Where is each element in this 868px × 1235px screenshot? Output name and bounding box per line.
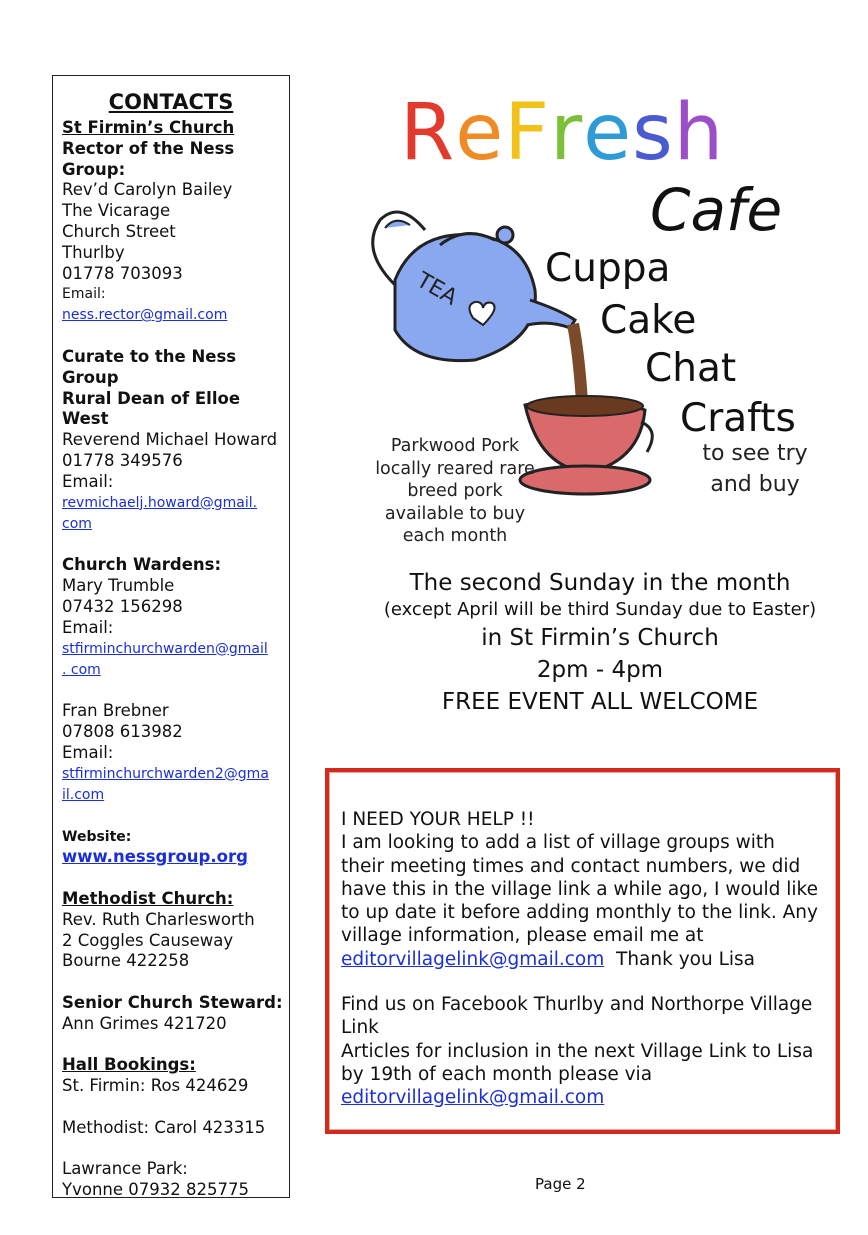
- hall-stfirmin: St. Firmin: Ros 424629: [62, 1076, 249, 1096]
- methodist-minister: Rev. Ruth Charlesworth: [62, 909, 255, 929]
- wardens-title: Church Wardens:: [62, 555, 222, 575]
- curate-email-label: Email:: [62, 471, 114, 491]
- event-details: [340, 568, 860, 718]
- warden-2-phone: 07808 613982: [62, 722, 183, 742]
- hall-bookings-title: Hall Bookings:: [62, 1055, 196, 1075]
- event-exception: (except April will be third Sunday due to Easter): [383, 599, 817, 620]
- warden-2-email-link-cont[interactable]: il.com: [62, 786, 105, 803]
- articles-text: Articles for inclusion in the next Village Link to Lisa by 19th of each month please via: [341, 1040, 814, 1085]
- crafts-subtext-1: to see try: [702, 441, 808, 466]
- refresh-title-letter: e: [455, 88, 505, 178]
- rural-dean-role: Rural Dean of Elloe West: [62, 388, 241, 429]
- rector-address-1: The Vicarage: [62, 201, 171, 221]
- teapot-tea-label: TEA: [412, 267, 462, 311]
- hall-lawrance-label: Lawrance Park:: [62, 1159, 188, 1179]
- contacts-heading: CONTACTS: [108, 90, 234, 114]
- help-text: [341, 808, 821, 1110]
- rector-role-cont: Group:: [62, 159, 126, 179]
- church-title: St Firmin’s Church: [62, 118, 235, 137]
- methodist-address: 2 Coggles Causeway: [62, 930, 234, 950]
- refresh-title-letter: R: [400, 88, 456, 178]
- help-heading: I NEED YOUR HELP !!: [341, 809, 535, 830]
- rector-address-3: Thurlby: [62, 242, 125, 262]
- curate-role-cont: Group: [62, 367, 119, 387]
- refresh-title-letter: F: [504, 88, 551, 178]
- warden-2-name: Fran Brebner: [62, 701, 169, 721]
- website-link[interactable]: www.nessgroup.org: [62, 847, 248, 867]
- event-time: 2pm - 4pm: [536, 657, 664, 683]
- crafts-subtext: [690, 438, 820, 500]
- menu-chat: Chat: [645, 346, 737, 391]
- refresh-title-letter: h: [673, 88, 725, 178]
- curate-email-link-cont[interactable]: com: [62, 515, 92, 532]
- menu-cake: Cake: [600, 298, 697, 343]
- curate-email-link[interactable]: revmichaelj.howard@gmail.: [62, 494, 258, 511]
- rector-email-link[interactable]: ness.rector@gmail.com: [62, 307, 228, 324]
- hall-methodist: Methodist: Carol 423315: [62, 1117, 266, 1137]
- refresh-title-letter: e: [583, 88, 633, 178]
- pork-line-1: Parkwood Pork: [390, 436, 520, 456]
- pork-line-5: each month: [402, 526, 508, 546]
- steward-title: Senior Church Steward:: [62, 992, 283, 1012]
- menu-cuppa: Cuppa: [545, 246, 671, 291]
- help-body: I am looking to add a list of village groups with their meeting times and contact numbers, we did have this in the village link a while ago, I would like to up date it before adding monthly to the link. Any village information, please email me at: [341, 832, 818, 947]
- website-label: Website:: [62, 828, 132, 845]
- warden-1-email-link[interactable]: stfirminchurchwarden@gmail: [62, 640, 268, 657]
- hall-lawrance: Yvonne 07932 825775: [62, 1180, 249, 1200]
- warden-1-phone: 07432 156298: [62, 596, 183, 616]
- warden-2-email-link[interactable]: stfirminchurchwarden2@gma: [62, 765, 269, 782]
- articles-email-link[interactable]: editorvillagelink@gmail.com: [341, 1087, 605, 1109]
- warden-1-email-link-cont[interactable]: . com: [62, 661, 101, 678]
- pork-line-2: locally reared rare: [375, 458, 535, 479]
- pork-ad: [365, 435, 545, 548]
- refresh-title-letter: r: [550, 88, 584, 178]
- warden-1-name: Mary Trumble: [62, 576, 175, 596]
- curate-phone: 01778 349576: [62, 450, 183, 470]
- menu-crafts: Crafts: [680, 396, 796, 441]
- refresh-title: [400, 88, 724, 178]
- pork-line-3: breed pork: [407, 481, 503, 501]
- steward-name: Ann Grimes 421720: [62, 1013, 227, 1033]
- event-venue: in St Firmin’s Church: [481, 625, 719, 651]
- warden-1-email-label: Email:: [62, 617, 114, 637]
- facebook-text: Find us on Facebook Thurlby and Northorpe Village Link: [341, 994, 813, 1039]
- rector-address-2: Church Street: [62, 221, 176, 241]
- warden-2-email-label: Email:: [62, 742, 114, 762]
- methodist-title: Methodist Church:: [62, 888, 234, 908]
- curate-role: Curate to the Ness: [62, 346, 237, 366]
- rector-phone: 01778 703093: [62, 263, 183, 283]
- help-email-link[interactable]: editorvillagelink@gmail.com: [341, 948, 605, 970]
- contacts-panel: [52, 75, 290, 1198]
- event-free: FREE EVENT ALL WELCOME: [441, 689, 759, 715]
- rector-role: Rector of the Ness: [62, 138, 235, 158]
- help-thanks: Thank you Lisa: [616, 948, 756, 970]
- curate-name: Reverend Michael Howard: [62, 430, 278, 450]
- refresh-title-letter: s: [632, 88, 674, 178]
- cafe-label: Cafe: [650, 176, 783, 244]
- crafts-subtext-2: and buy: [710, 472, 800, 497]
- rector-name: Rev’d Carolyn Bailey: [62, 180, 233, 200]
- page-number: Page 2: [535, 1175, 586, 1193]
- methodist-town-phone: Bourne 422258: [62, 951, 190, 971]
- rector-email-label: Email:: [62, 286, 106, 303]
- pork-line-4: available to buy: [384, 503, 526, 524]
- event-when: The second Sunday in the month: [409, 570, 791, 596]
